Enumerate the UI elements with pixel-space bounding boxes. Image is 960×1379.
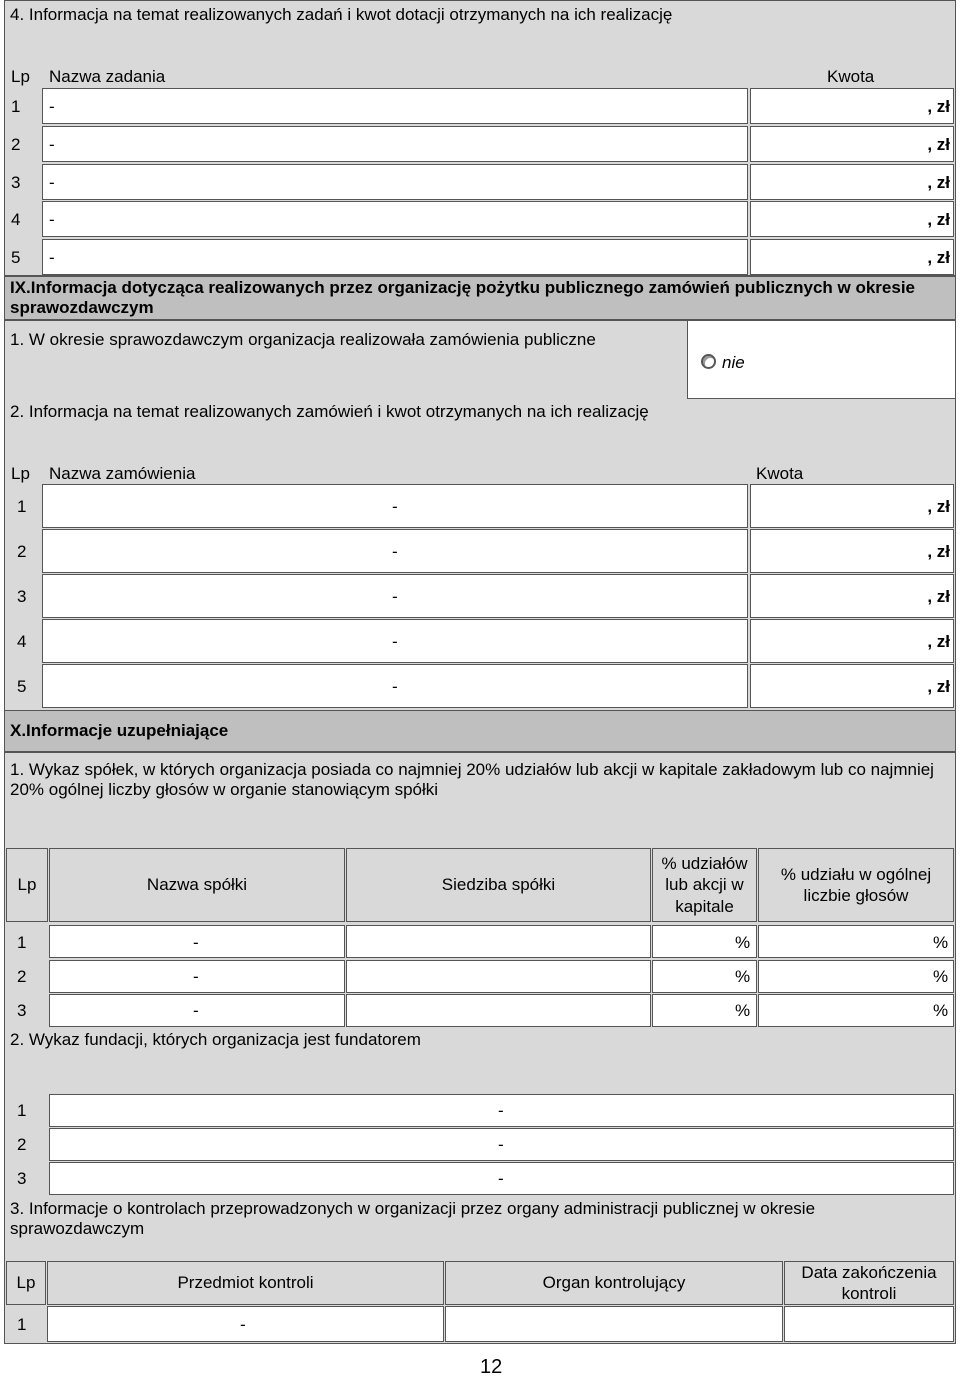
- foundation-row-3-name: -: [498, 1169, 504, 1188]
- companies-header-votes: % udziału w ogólnej liczbie głosów: [758, 848, 954, 922]
- task-row-1-lp: 1: [11, 97, 21, 116]
- task-row-2-name: -: [49, 135, 55, 154]
- order-row-5-name: -: [392, 677, 398, 696]
- company-row-2-votes-field[interactable]: [758, 960, 954, 993]
- order-row-5-amount-field[interactable]: [750, 664, 954, 708]
- task-row-4-amount: , zł: [927, 210, 950, 229]
- order-row-4-lp: 4: [17, 632, 27, 651]
- company-row-3-votes: %: [933, 1001, 949, 1020]
- order-row-3-amount-field[interactable]: [750, 574, 954, 618]
- control-row-1-lp: 1: [17, 1315, 27, 1334]
- task-row-4-name: -: [49, 210, 55, 229]
- order-row-3-name: -: [392, 587, 398, 606]
- task-row-3-amount: , zł: [927, 173, 950, 192]
- foundation-row-1-name: -: [498, 1101, 504, 1120]
- task-row-2-amount-field[interactable]: [750, 126, 954, 162]
- company-row-3-shares: %: [735, 1001, 751, 1020]
- task-row-2-amount: , zł: [927, 135, 950, 154]
- controls-header-lp: Lp: [6, 1261, 46, 1305]
- x-question-3: 3. Informacje o kontrolach przeprowadzonych w organizacji przez organy administracji publicznej w okresie sprawozdawczym: [10, 1199, 816, 1239]
- company-row-2-shares: %: [735, 967, 751, 986]
- task-row-1-amount-field[interactable]: [750, 88, 954, 124]
- controls-header-organ: Organ kontrolujący: [445, 1261, 783, 1305]
- foundation-row-2-lp: 2: [17, 1135, 27, 1154]
- task-row-1-amount: , zł: [927, 97, 950, 116]
- task-row-5-name: -: [49, 248, 55, 267]
- orders-header-name: Nazwa zamówienia: [49, 464, 196, 483]
- task-row-3-name-field[interactable]: [42, 164, 748, 200]
- company-row-3-name: -: [193, 1001, 199, 1020]
- ix-question-2: 2. Informacja na temat realizowanych zamówień i kwot otrzymanych na ich realizację: [10, 402, 649, 421]
- controls-header-end-date: Data zakończenia kontroli: [784, 1261, 954, 1305]
- order-row-5-amount: , zł: [927, 677, 950, 696]
- company-row-2-seat-field[interactable]: [346, 960, 651, 993]
- order-row-2-amount: , zł: [927, 542, 950, 561]
- order-row-2-amount-field[interactable]: [750, 529, 954, 573]
- task-row-1-name: -: [49, 97, 55, 116]
- task-row-5-name-field[interactable]: [42, 239, 748, 275]
- task-row-3-lp: 3: [11, 173, 21, 192]
- company-row-1-seat-field[interactable]: [346, 925, 651, 958]
- order-row-1-lp: 1: [17, 497, 27, 516]
- order-row-2-name: -: [392, 542, 398, 561]
- company-row-2-name: -: [193, 967, 199, 986]
- company-row-1-lp: 1: [17, 933, 27, 952]
- company-row-1-name: -: [193, 933, 199, 952]
- task-row-1-name-field[interactable]: [42, 88, 748, 124]
- company-row-2-lp: 2: [17, 967, 27, 986]
- task-row-2-name-field[interactable]: [42, 126, 748, 162]
- order-row-1-amount: , zł: [927, 497, 950, 516]
- task-row-4-name-field[interactable]: [42, 201, 748, 237]
- x-question-2: 2. Wykaz fundacji, których organizacja jest fundatorem: [10, 1030, 421, 1049]
- task-row-5-amount-field[interactable]: [750, 239, 954, 275]
- task-row-3-amount-field[interactable]: [750, 164, 954, 200]
- order-row-5-lp: 5: [17, 677, 27, 696]
- companies-header-lp: Lp: [6, 848, 48, 922]
- company-row-1-votes: %: [933, 933, 949, 952]
- order-row-3-lp: 3: [17, 587, 27, 606]
- ix-answer-nie[interactable]: nie: [722, 353, 745, 372]
- companies-header-name: Nazwa spółki: [49, 848, 345, 922]
- company-row-3-votes-field[interactable]: [758, 994, 954, 1027]
- foundation-row-2-name: -: [498, 1135, 504, 1154]
- tasks-title: 4. Informacja na temat realizowanych zadań i kwot dotacji otrzymanych na ich realizację: [10, 5, 673, 24]
- order-row-2-lp: 2: [17, 542, 27, 561]
- order-row-4-amount-field[interactable]: [750, 619, 954, 663]
- section-x-title: X.Informacje uzupełniające: [10, 721, 229, 740]
- tasks-header-name: Nazwa zadania: [49, 67, 166, 86]
- company-row-2-votes: %: [933, 967, 949, 986]
- ix-question-1: 1. W okresie sprawozdawczym organizacja realizowała zamówienia publiczne: [10, 330, 596, 349]
- controls-header-subject: Przedmiot kontroli: [47, 1261, 444, 1305]
- control-row-1-date-field[interactable]: [784, 1306, 954, 1342]
- company-row-1-votes-field[interactable]: [758, 925, 954, 958]
- radio-button-icon[interactable]: [701, 354, 716, 369]
- task-row-5-amount: , zł: [927, 248, 950, 267]
- orders-header-lp: Lp: [11, 464, 30, 483]
- companies-header-shares: % udziałów lub akcji w kapitale: [652, 848, 757, 922]
- tasks-header-lp: Lp: [11, 67, 30, 86]
- task-row-3-name: -: [49, 173, 55, 192]
- control-row-1-subject: -: [240, 1315, 246, 1334]
- company-row-3-seat-field[interactable]: [346, 994, 651, 1027]
- control-row-1-organ-field[interactable]: [445, 1306, 783, 1342]
- foundation-row-3-lp: 3: [17, 1169, 27, 1188]
- companies-header-seat: Siedziba spółki: [346, 848, 651, 922]
- order-row-3-amount: , zł: [927, 587, 950, 606]
- page-number: 12: [480, 1356, 503, 1378]
- orders-header-amount: Kwota: [756, 464, 804, 483]
- tasks-header-amount: Kwota: [827, 67, 875, 86]
- order-row-1-name: -: [392, 497, 398, 516]
- x-question-1: 1. Wykaz spółek, w których organizacja posiada co najmniej 20% udziałów lub akcji w kapitale zakładowym lub co najmniej 20% ogólnej liczby głosów w organie stanowiącym spółki: [10, 760, 934, 800]
- foundation-row-1-lp: 1: [17, 1101, 27, 1120]
- section-ix-title: IX.Informacja dotycząca realizowanych przez organizację pożytku publicznego zamówień publicznych w okresie sprawozdawczym: [10, 278, 916, 318]
- task-row-5-lp: 5: [11, 248, 21, 267]
- task-row-2-lp: 2: [11, 135, 21, 154]
- order-row-4-name: -: [392, 632, 398, 651]
- order-row-1-amount-field[interactable]: [750, 484, 954, 528]
- order-row-4-amount: , zł: [927, 632, 950, 651]
- task-row-4-amount-field[interactable]: [750, 201, 954, 237]
- task-row-4-lp: 4: [11, 210, 21, 229]
- company-row-1-shares: %: [735, 933, 751, 952]
- company-row-3-lp: 3: [17, 1001, 27, 1020]
